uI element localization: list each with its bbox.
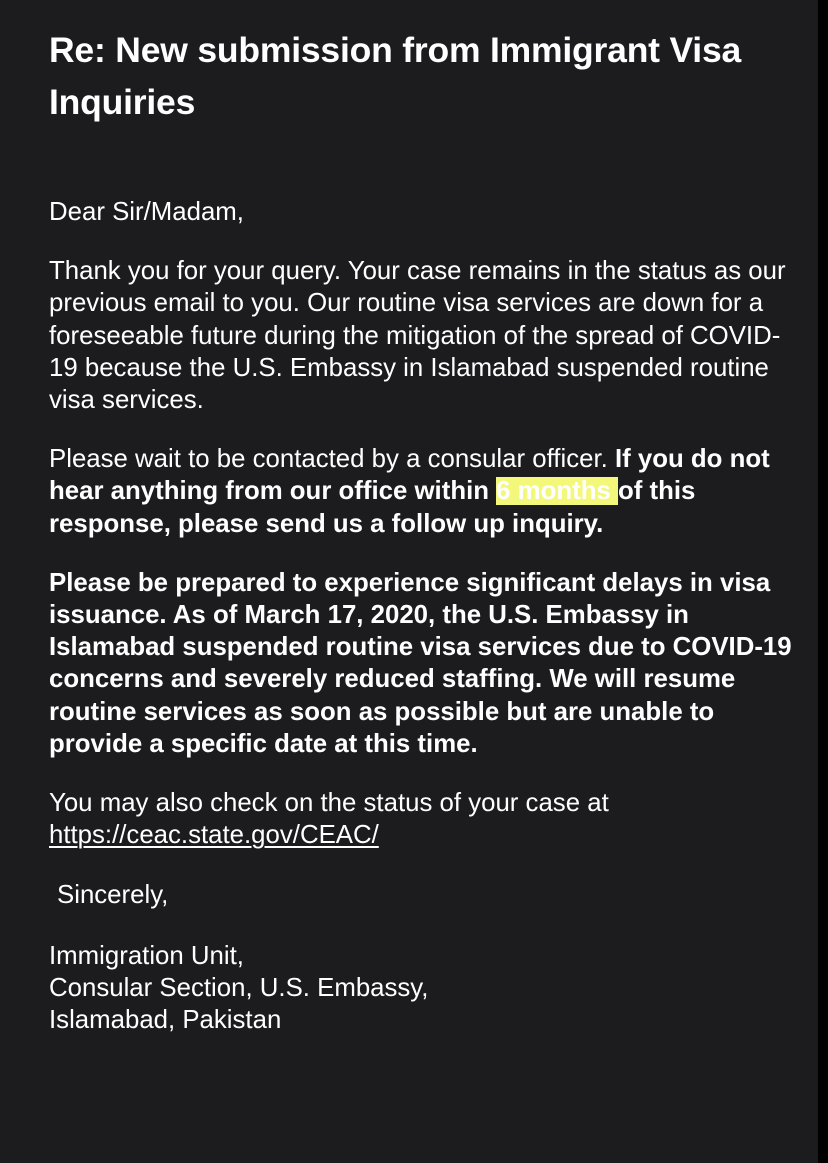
greeting: Dear Sir/Madam, <box>49 198 244 226</box>
signature-line-1: Immigration Unit, <box>49 941 244 970</box>
ceac-link[interactable]: https://ceac.state.gov/CEAC/ <box>49 821 379 850</box>
paragraph-wait <box>49 443 794 540</box>
signature-line-2: Consular Section, U.S. Embassy, <box>49 973 429 1002</box>
follow-up-instruction-start: If you do not hear anything from our office within <box>49 445 770 506</box>
highlighted-timeframe: 6 months <box>496 477 619 506</box>
paragraph-delays: Please be prepared to experience significant delays in visa issuance. As of March 17, 2020, the U.S. Embassy in Islamabad suspended routine visa services due to COVID-19 concerns and severely reduced staffing. We will resume routine services as soon as possible but are unable to provide a specific date at this time. <box>49 568 792 758</box>
follow-up-instruction-end: of this response, please send us a follow up inquiry. <box>49 477 696 538</box>
screen-edge <box>818 0 828 1163</box>
signature-line-3: Islamabad, Pakistan <box>49 1006 282 1035</box>
signature <box>49 940 794 1037</box>
email-body <box>49 196 794 1036</box>
closing: Sincerely, <box>57 881 169 910</box>
email-subject: Re: New submission from Immigrant Visa Inquiries <box>49 30 742 122</box>
paragraph-status: Thank you for your query. Your case remains in the status as our previous email to you. Our routine visa services are down for a foreseeable future during the mitigation of the spread of COVID-19 because the U.S. Embassy in Islamabad suspended routine visa services. <box>49 257 786 415</box>
wait-text: Please wait to be contacted by a consular officer. <box>49 445 615 474</box>
paragraph-status-check <box>49 787 794 851</box>
status-check-text: You may also check on the status of your case at <box>49 789 609 818</box>
